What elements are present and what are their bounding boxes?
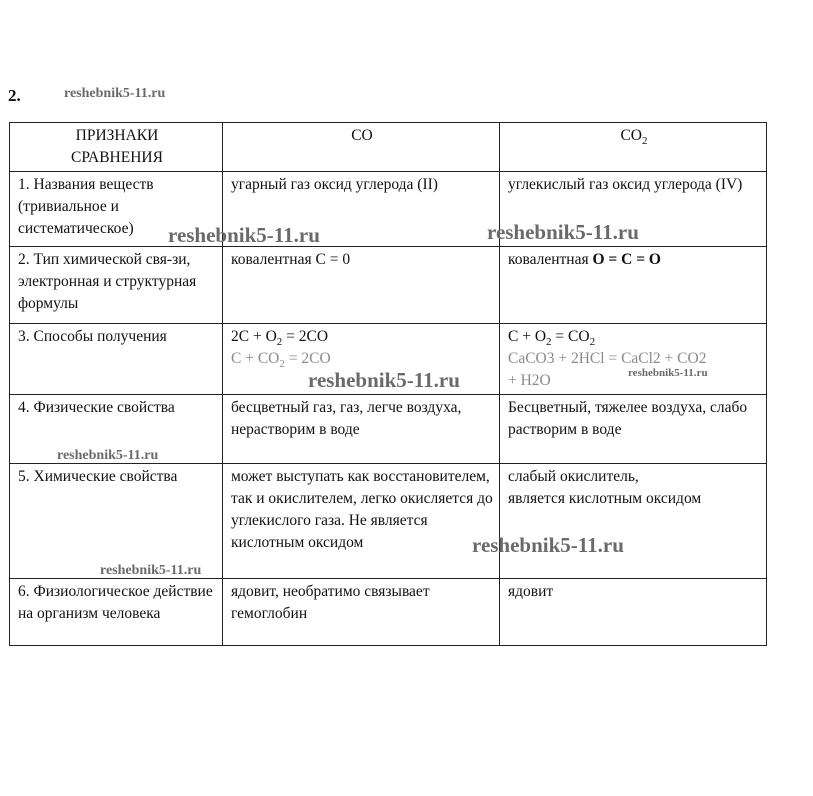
co2-cell: Бесцветный, тяжелее воздуха, слабо растворим в воде xyxy=(500,395,767,464)
watermark: reshebnik5-11.ru xyxy=(308,368,460,392)
row-label: 1. Названия веществ (тривиальное и систематическое) xyxy=(10,172,223,247)
reaction-line: CaCO3 + 2HCl = CaCl2 + CO2 xyxy=(508,350,707,367)
co2-cell xyxy=(500,324,767,395)
co-cell xyxy=(223,324,500,395)
reaction-line: $C + O_2 = CO_2$ xyxy=(508,328,596,349)
co2-cell: ковалентная O = C = O xyxy=(500,247,767,324)
watermark: reshebnik5-11.ru xyxy=(628,367,708,379)
watermark: reshebnik5-11.ru xyxy=(487,220,639,244)
table-row xyxy=(10,247,767,324)
watermark-top: reshebnik5-11.ru xyxy=(64,86,166,101)
table-row xyxy=(10,395,767,464)
watermark: reshebnik5-11.ru xyxy=(57,448,159,463)
co2-cell: слабый окислитель, является кислотным оксидом xyxy=(500,464,767,579)
table-row xyxy=(10,579,767,646)
header-co: CO xyxy=(223,123,500,172)
row-label: 5. Химические свойства xyxy=(10,464,223,579)
table-row xyxy=(10,172,767,247)
co2-cell: углекислый газ оксид углерода (IV) xyxy=(500,172,767,247)
task-number: 2. xyxy=(8,86,21,105)
structural-formula: O = C = O xyxy=(592,251,661,268)
co-cell: бесцветный газ, газ, легче воздуха, нерастворим в воде xyxy=(223,395,500,464)
co2-cell: ядовит xyxy=(500,579,767,646)
table-header-row xyxy=(10,123,767,172)
table-row xyxy=(10,464,767,579)
row-label: 4. Физические свойства xyxy=(10,395,223,464)
co-cell: ковалентная C = 0 xyxy=(223,247,500,324)
row-label: 6. Физиологическое действие на организм человека xyxy=(10,579,223,646)
table-row xyxy=(10,324,767,395)
co-cell: может выступать как восстановителем, так и окислителем, легко окисляется до углекислого газа. Не является кислотным оксидом xyxy=(223,464,500,579)
watermark: reshebnik5-11.ru xyxy=(168,223,320,247)
row-label: 3. Способы получения xyxy=(10,324,223,395)
reaction-line: $C + CO_2 = 2CO$ xyxy=(231,350,331,371)
watermark: reshebnik5-11.ru xyxy=(100,563,202,578)
reaction-line: $2C + O_2 = 2CO$ xyxy=(231,328,329,349)
comparison-table xyxy=(9,122,767,646)
header-co2: $CO_2$ xyxy=(500,123,767,172)
co-cell: ядовит, необратимо связывает гемоглобин xyxy=(223,579,500,646)
reaction-line: + H2O xyxy=(508,372,551,389)
co-cell: угарный газ оксид углерода (II) xyxy=(223,172,500,247)
header-criteria: ПРИЗНАКИ СРАВНЕНИЯ xyxy=(10,123,223,172)
watermark: reshebnik5-11.ru xyxy=(472,533,624,557)
row-label: 2. Тип химической свя-зи, электронная и структурная формулы xyxy=(10,247,223,324)
